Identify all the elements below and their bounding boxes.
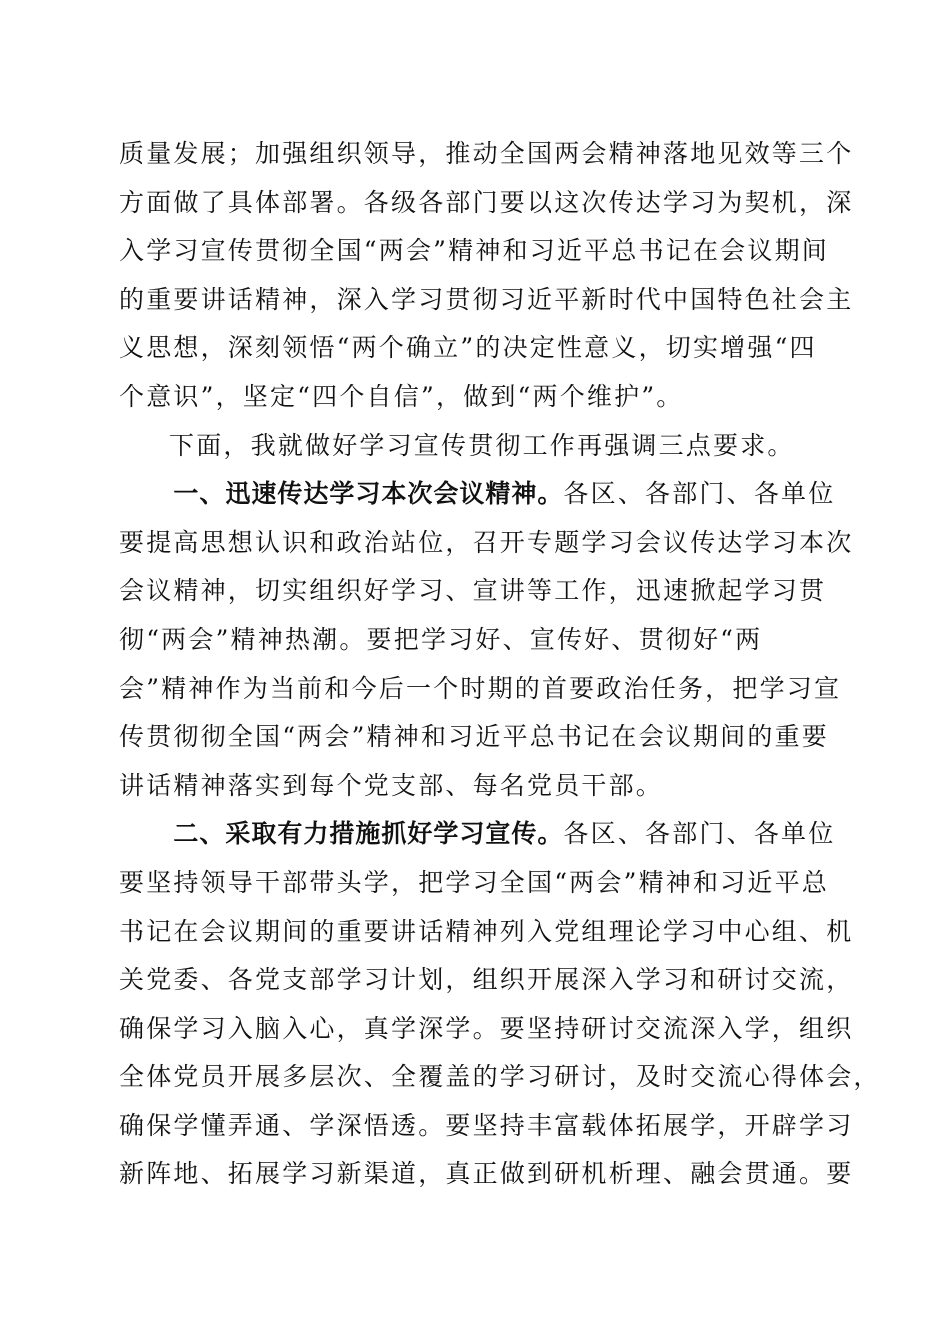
text-line: 会”精神作为当前和今后一个时期的首要政治任务，把学习宣 <box>119 673 842 703</box>
section-heading: 二、采取有力措施抓好学习宣传。 <box>173 819 564 849</box>
text-line: 入学习宣传贯彻全国“两会”精神和习近平总书记在会议期间 <box>119 236 829 266</box>
section-1 <box>119 470 854 810</box>
text-line: 义思想，深刻领悟“两个确立”的决定性意义，切实增强“四 <box>119 333 817 363</box>
text-line: 书记在会议期间的重要讲话精神列入党组理论学习中心组、机 <box>119 916 854 946</box>
text-line: 全体党员开展多层次、全覆盖的学习研讨，及时交流心得体会， <box>119 1062 881 1092</box>
text-line: 确保学懂弄通、学深悟透。要坚持丰富载体拓展学，开辟学习 <box>119 1110 854 1140</box>
text-line: 新阵地、拓展学习新渠道，真正做到研机析理、融会贯通。要 <box>119 1159 854 1189</box>
section-first-line-text: 各区、各部门、各单位 <box>563 479 836 509</box>
text-line: 会议精神，切实组织好学习、宣讲等工作，迅速掀起学习贯 <box>119 576 827 606</box>
text-line: 确保学习入脑入心，真学深学。要坚持研讨交流深入学，组织 <box>119 1013 854 1043</box>
text-line: 要提高思想认识和政治站位，召开专题学习会议传达学习本次 <box>119 527 854 557</box>
text-line: 个意识”，坚定“四个自信”，做到“两个维护”。 <box>119 381 684 411</box>
text-line: 传贯彻彻全国“两会”精神和习近平总书记在会议期间的重要 <box>119 722 829 752</box>
paragraph-intro <box>119 422 834 471</box>
text-line: 彻“两会”精神热潮。要把学习好、宣传好、贯彻好“两 <box>119 624 763 654</box>
document-body <box>119 130 881 1199</box>
section-heading: 一、迅速传达学习本次会议精神。 <box>173 479 564 509</box>
paragraph-continued <box>119 130 854 422</box>
text-line: 方面做了具体部署。各级各部门要以这次传达学习为契机，深 <box>119 187 854 217</box>
text-line: 讲话精神落实到每个党支部、每名党员干部。 <box>119 770 664 800</box>
text-line: 关党委、各党支部学习计划，组织开展深入学习和研讨交流， <box>119 965 854 995</box>
text-line: 要坚持领导干部带头学，把学习全国“两会”精神和习近平总 <box>119 867 829 897</box>
section-2 <box>119 810 881 1199</box>
section-first-line <box>119 470 834 519</box>
section-first-line <box>119 810 834 859</box>
section-first-line-text: 各区、各部门、各单位 <box>563 819 836 849</box>
text-line: 质量发展；加强组织领导，推动全国两会精神落地见效等三个 <box>119 139 854 168</box>
text-line: 下面，我就做好学习宣传贯彻工作再强调三点要求。 <box>169 430 795 460</box>
text-line: 的重要讲话精神，深入学习贯彻习近平新时代中国特色社会主 <box>119 284 854 314</box>
